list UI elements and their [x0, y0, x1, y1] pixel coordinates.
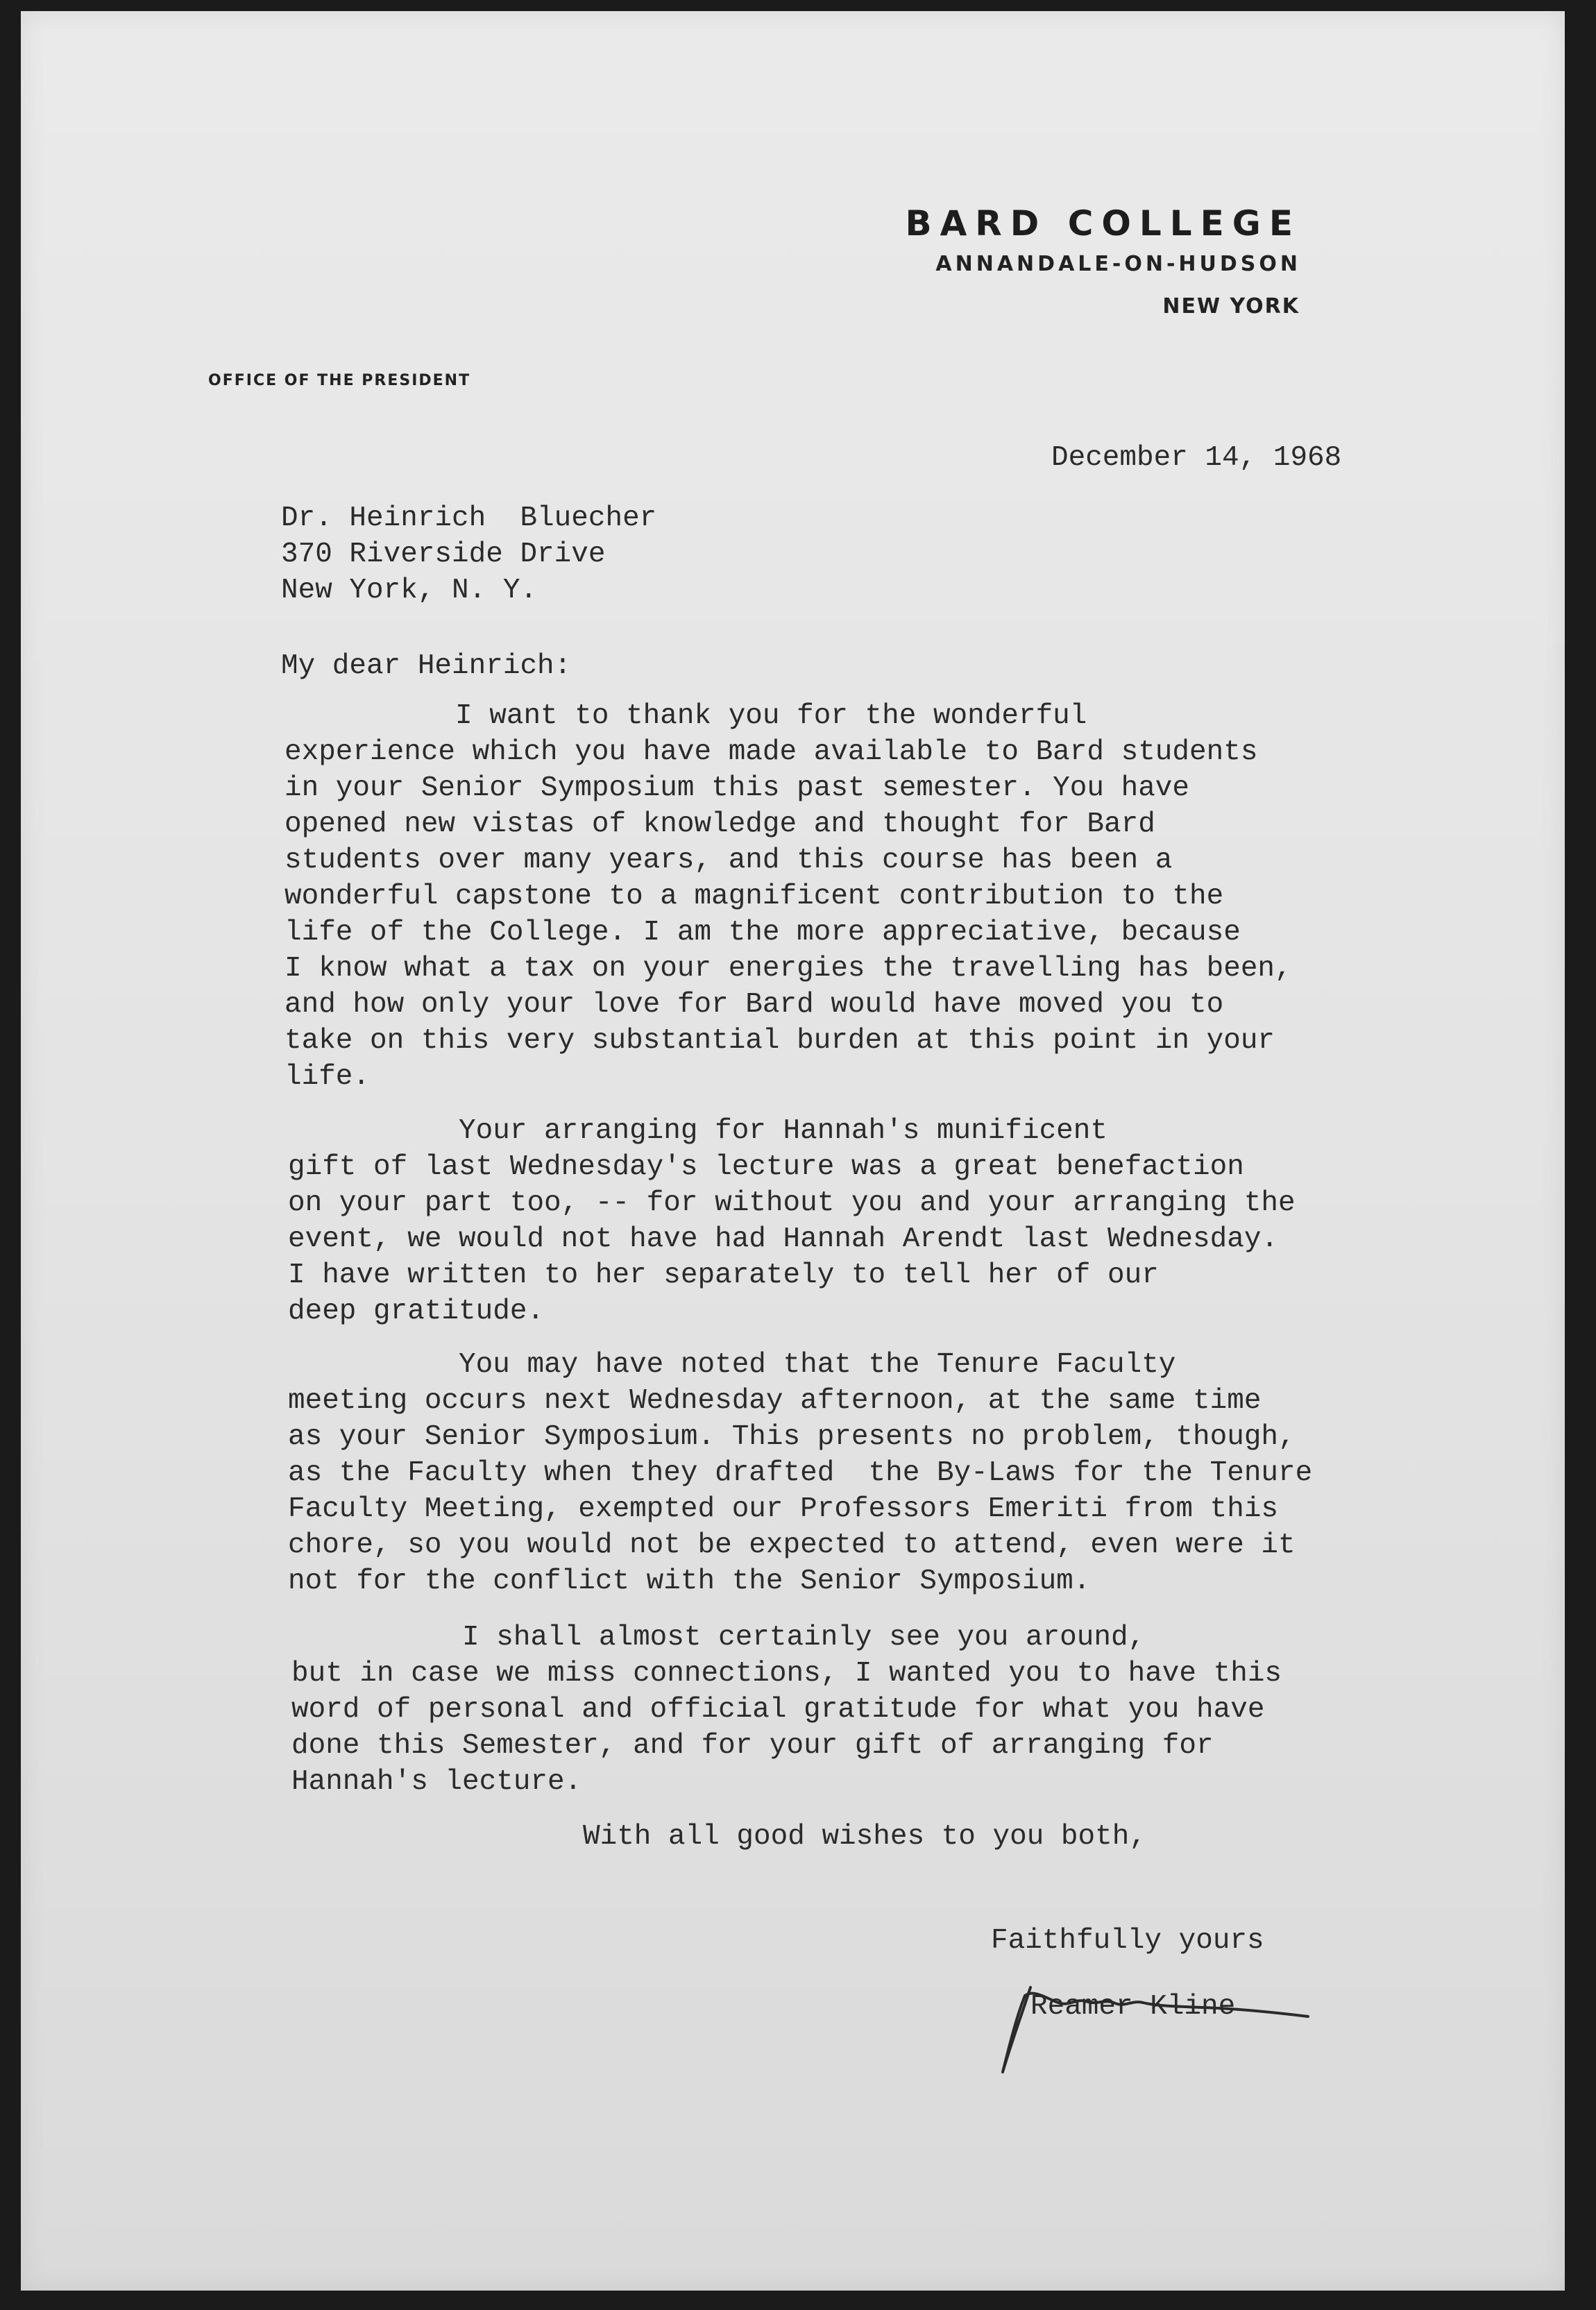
text-line: gift of last Wednesday's lecture was a great benefaction: [288, 1151, 1244, 1183]
recipient-address: [281, 500, 656, 609]
salutation: My dear Heinrich:: [281, 650, 572, 682]
recipient-street: 370 Riverside Drive: [281, 538, 606, 570]
letterhead-town: ANNANDALE-ON-HUDSON: [935, 252, 1301, 276]
text-line: experience which you have made available to Bard students: [285, 736, 1258, 768]
text-line: I have written to her separately to tell her of our: [288, 1259, 1159, 1291]
text-line: chore, so you would not be expected to attend, even were it: [288, 1529, 1296, 1561]
text-line: take on this very substantial burden at this point in your: [285, 1025, 1275, 1057]
text-line: I shall almost certainly see you around,: [291, 1622, 1146, 1654]
closing-line: With all good wishes to you both,: [583, 1821, 1146, 1853]
text-line: life of the College. I am the more appreciative, because: [285, 917, 1241, 949]
text-line: done this Semester, and for your gift of arranging for: [291, 1730, 1214, 1762]
text-line: Faculty Meeting, exempted our Professors Emeriti from this: [288, 1493, 1279, 1525]
paragraph-3: [288, 1347, 1312, 1599]
text-line: I want to thank you for the wonderful: [285, 700, 1087, 732]
text-line: You may have noted that the Tenure Faculty: [288, 1349, 1176, 1381]
text-line: on your part too, -- for without you and your arranging the: [288, 1187, 1296, 1219]
valediction: Faithfully yours: [991, 1925, 1264, 1957]
text-line: word of personal and official gratitude for what you have: [291, 1694, 1265, 1726]
letter-date: December 14, 1968: [1051, 442, 1342, 474]
text-line: not for the conflict with the Senior Symposium.: [288, 1565, 1091, 1597]
recipient-city: New York, N. Y.: [281, 575, 538, 606]
letter-page: [21, 11, 1565, 2291]
text-line: and how only your love for Bard would have moved you to: [285, 989, 1224, 1021]
letterhead-state: NEW YORK: [1162, 294, 1300, 319]
text-line: as your Senior Symposium. This presents no problem, though,: [288, 1421, 1296, 1453]
paragraph-2: [288, 1113, 1296, 1330]
text-line: life.: [285, 1061, 371, 1093]
text-line: deep gratitude.: [288, 1296, 545, 1327]
text-line: students over many years, and this course has been a: [285, 844, 1173, 876]
text-line: wonderful capstone to a magnificent contribution to the: [285, 881, 1224, 912]
text-line: I know what a tax on your energies the travelling has been,: [285, 953, 1292, 985]
paragraph-1: [285, 698, 1292, 1095]
text-line: opened new vistas of knowledge and thought for Bard: [285, 808, 1155, 840]
text-line: meeting occurs next Wednesday afternoon, at the same time: [288, 1385, 1262, 1417]
text-line: event, we would not have had Hannah Arendt last Wednesday.: [288, 1223, 1279, 1255]
text-line: in your Senior Symposium this past semester. You have: [285, 772, 1190, 804]
text-line: as the Faculty when they drafted the By-Laws for the Tenure: [288, 1457, 1313, 1489]
text-line: but in case we miss connections, I wanted you to have this: [291, 1658, 1282, 1690]
text-line: Hannah's lecture.: [291, 1766, 582, 1798]
signer-name: Reamer Kline: [1030, 1991, 1236, 2023]
letterhead-institution: BARD COLLEGE: [905, 203, 1301, 244]
letterhead-office: OFFICE OF THE PRESIDENT: [208, 372, 471, 389]
text-line: Your arranging for Hannah's munificent: [288, 1115, 1107, 1147]
recipient-name: Dr. Heinrich Bluecher: [281, 502, 657, 534]
paragraph-4: [291, 1620, 1282, 1800]
